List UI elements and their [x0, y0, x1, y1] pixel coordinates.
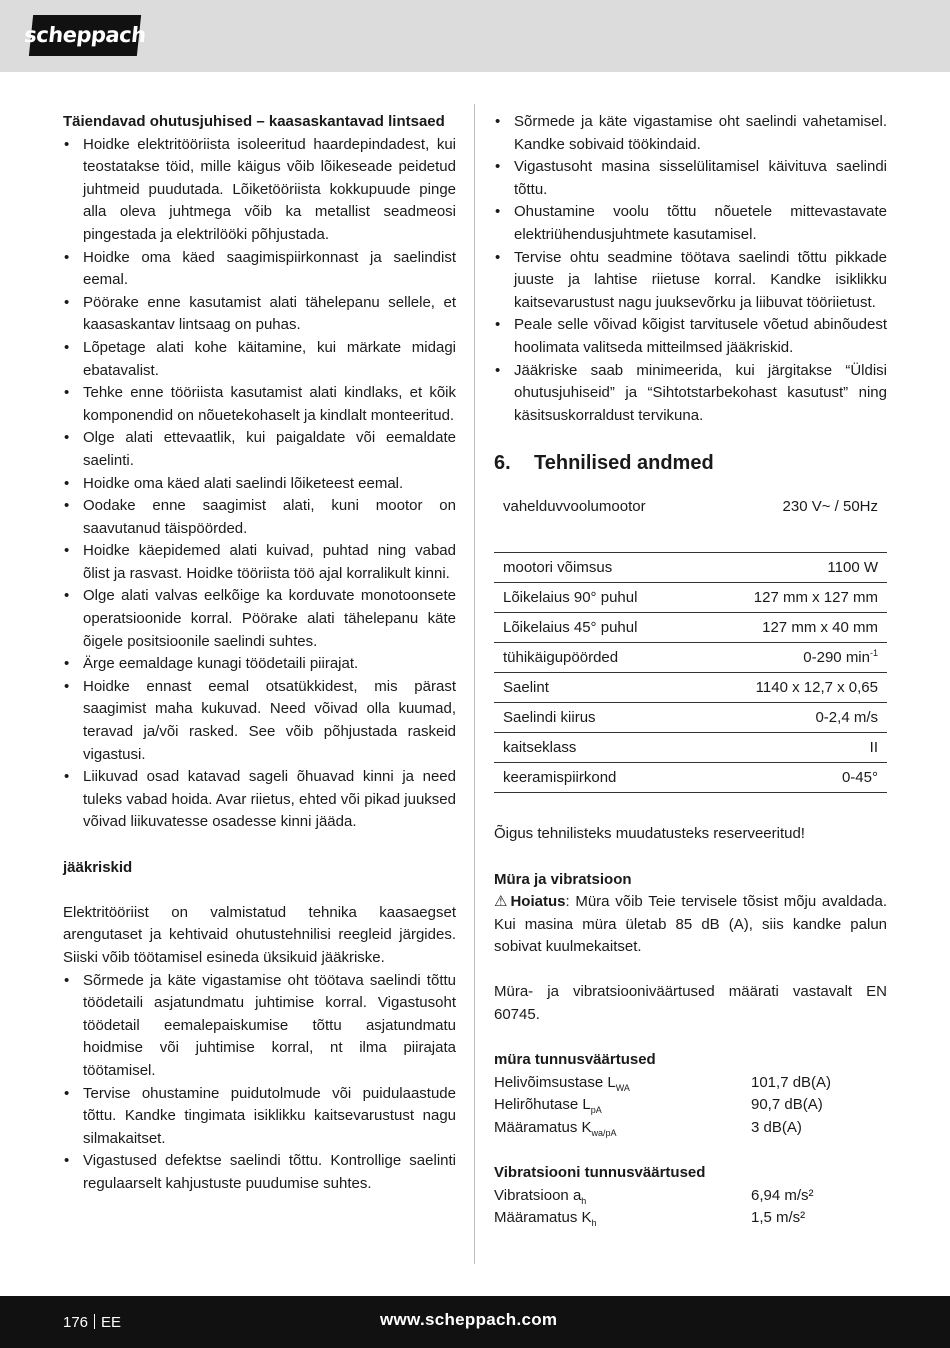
vibration-heading: Vibratsiooni tunnusväärtused [494, 1164, 706, 1182]
technical-data-table [494, 493, 887, 793]
column-divider [474, 104, 475, 1264]
language-code: EE [101, 1314, 122, 1331]
noise-values-heading: müra tunnusväärtused [494, 1051, 656, 1069]
page-number-value: 176 [63, 1314, 89, 1331]
measure-value: 6,94 m/s² [751, 1186, 814, 1204]
list-item: • Oodake enne saagimist alati, kuni mootor on saavutanud täispöörded. [63, 495, 456, 540]
spec-value [702, 673, 887, 703]
warning-text: : Müra võib Teie tervisele tõsist mõju avaldada. Kui masina müra ületab 85 dB (A), siis kandke palun sobivat kuulmekaitset. [494, 893, 887, 956]
spec-row [494, 583, 887, 613]
spec-value-text: 0-290 min [803, 648, 870, 666]
header-band [0, 0, 950, 72]
measure-label-text: Vibratsioon a [494, 1186, 582, 1204]
spec-value-text: 127 mm x 40 mm [762, 618, 878, 636]
spec-label: Lõikelaius 45° puhul [494, 613, 702, 643]
vibration-values-list [494, 1185, 887, 1230]
measure-label-text: Helirõhutase L [494, 1096, 591, 1114]
measure-label-subscript: wa/pA [591, 1128, 617, 1139]
spec-label: Saelindi kiirus [494, 703, 702, 733]
spec-value-text: 0-2,4 m/s [815, 708, 878, 726]
list-item: • Vigastused defektse saelindi tõttu. Kontrollige saelinti regulaarselt kahjustuste puudumise suhtes. [63, 1150, 456, 1195]
spec-value-text: II [869, 738, 878, 756]
spec-value [702, 613, 887, 643]
measure-value: 3 dB(A) [751, 1119, 802, 1137]
spec-value-text: 127 mm x 127 mm [753, 588, 878, 606]
measure-label [494, 1185, 751, 1208]
measure-value: 101,7 dB(A) [751, 1073, 832, 1091]
list-item: • Hoidke käepidemed alati kuivad, puhtad ning vabad õlist ja rasvast. Hoidke tööriista töö ajal korralikult kinni. [63, 540, 456, 585]
measure-label-subscript: h [591, 1218, 597, 1229]
section-title: Tehnilised andmed [534, 452, 714, 475]
list-item: • Hoidke oma käed saagimispiirkonnast ja saelindist eemal. [63, 247, 456, 292]
spec-value-superscript: -1 [869, 647, 878, 658]
page-number [63, 1312, 121, 1335]
spec-label: mootori võimsus [494, 553, 702, 583]
spec-label: Lõikelaius 90° puhul [494, 583, 702, 613]
warning-triangle-icon: ⚠ [494, 893, 508, 911]
spec-value-text: 1100 W [827, 558, 878, 576]
measure-label [494, 1117, 751, 1140]
website-url: www.scheppach.com [380, 1310, 558, 1329]
measurement-standard-text: Müra- ja vibratsiooniväärtused määrati vastavalt EN 60745. [494, 983, 887, 1024]
spec-value [702, 703, 887, 733]
measure-value: 90,7 dB(A) [751, 1096, 823, 1114]
list-item: • Liikuvad osad katavad sageli õhuavad kinni ja need tuleks vabad hoida. Avar riietus, ehted või pikad juuksed võivad liikuvatesse osadesse kinni jääda. [63, 766, 456, 834]
measure-label-subscript: pA [590, 1105, 602, 1116]
measure-label [494, 1094, 751, 1117]
spec-value [702, 733, 887, 763]
list-item: • Hoidke oma käed alati saelindi lõiketeest eemal. [63, 473, 456, 496]
spec-row [494, 673, 887, 703]
right-column [494, 111, 887, 1230]
spec-value [702, 643, 887, 673]
measure-value: 1,5 m/s² [751, 1209, 806, 1227]
spec-row [494, 613, 887, 643]
list-item: • Tehke enne tööriista kasutamist alati kindlaks, et kõik komponendid on nõuetekohaselt ja kindlalt monteeritud. [63, 382, 456, 427]
list-item: • Ärge eemaldage kunagi töödetaili piirajat. [63, 653, 456, 676]
footer-band [0, 1296, 950, 1348]
spec-label: Saelint [494, 673, 702, 703]
spec-label: vahelduvvoolumootor [494, 493, 702, 553]
spec-label: tühikäigupöörded [494, 643, 702, 673]
spec-value-text: 1140 x 12,7 x 0,65 [755, 678, 878, 696]
noise-values-list [494, 1072, 887, 1140]
list-item: • Olge alati ettevaatlik, kui paigaldate või eemaldate saelinti. [63, 427, 456, 472]
section-technical-data-title [494, 449, 887, 477]
list-item: • Lõpetage alati kohe käitamine, kui märkate midagi ebatavalist. [63, 337, 456, 382]
spec-row [494, 733, 887, 763]
measure-label-text: Määramatus K [494, 1119, 592, 1137]
heading-additional-safety: Täiendavad ohutusjuhised – kaasaskantavad lintsaed [63, 113, 445, 130]
spec-label: keeramispiirkond [494, 763, 702, 793]
list-item: • Sõrmede ja käte vigastamise oht töötava saelindi tõttu töödetaili asjatundmatu juhtimise korral. Vigastusoht töödetail eemalepaiskumise tõttu asjatundmatu hoidmise või juhtimise korral, nt ilma piirajata töötamisel. [63, 970, 456, 1083]
spec-label: kaitseklass [494, 733, 702, 763]
list-item: • Vigastusoht masina sisselülitamisel käivituva saelindi tõttu. [494, 156, 887, 201]
warning-label: Hoiatus [510, 893, 566, 911]
residual-risk-bullet-list [63, 970, 456, 1196]
spec-value [702, 553, 887, 583]
list-item: • Hoidke elektritööriista isoleeritud haardepindadest, kui teostatakse töid, mille käigus võib lõikeseade peidetud juhtmeid puudutada. Lõiketööriista kokkupuude pinge alla oleva juhtmega võib ka metallist seadmeosi pingestada ja elektrilööki põhjustada. [63, 134, 456, 247]
spec-value [702, 583, 887, 613]
safety-bullet-list [63, 134, 456, 834]
noise-heading: Müra ja vibratsioon [494, 870, 632, 888]
measure-label-text: Määramatus K [494, 1209, 592, 1227]
list-item: • Sõrmede ja käte vigastamise oht saelindi vahetamisel. Kandke sobivaid töökindaid. [494, 111, 887, 156]
spec-row [494, 763, 887, 793]
list-item: • Jääkriske saab minimeerida, kui järgitakse “Üldisi ohutusjuhiseid” ja “Sihtotstarbekohast kasutust” ning käsitsuskorraldust tervikuna. [494, 360, 887, 428]
spec-value [702, 763, 887, 793]
measure-label [494, 1207, 751, 1230]
list-item: • Tervise ohustamine puidutolmude või puidulaastude tõttu. Kandke tingimata isiklikku kaitsevarustust nagu silmakaitset. [63, 1083, 456, 1151]
list-item: • Olge alati valvas eelkõige ka korduvate monotoonsete operatsioonide korral. Pöörake alati tähelepanu käte õigele positsioonile saelindi suhtes. [63, 585, 456, 653]
heading-residual-risks: jääkriskid [63, 858, 133, 876]
residual-risk-bullet-list-continued [494, 111, 887, 427]
spec-row-motor [494, 493, 887, 553]
spec-value: 230 V~ / 50Hz [702, 493, 887, 553]
noise-warning [494, 891, 887, 959]
list-item: • Hoidke ennast eemal otsatükkidest, mis pärast saagimist maha kukuvad. Need võivad olla kuumad, teravad ja/või rasked. See võib põhjustada raskeid vigastusi. [63, 676, 456, 766]
spec-row [494, 553, 887, 583]
spec-row [494, 643, 887, 673]
left-column [63, 111, 456, 1196]
measure-label-text: Helivõimsustase L [494, 1073, 616, 1091]
section-number: 6. [494, 452, 511, 475]
list-item: • Pöörake enne kasutamist alati tähelepanu sellele, et kaasaskantav lintsaag on puhas. [63, 292, 456, 337]
scheppach-logo: scheppach [29, 15, 141, 56]
measure-label [494, 1072, 751, 1095]
spec-value-text: 0-45° [841, 768, 878, 786]
spec-row [494, 703, 887, 733]
list-item: • Ohustamine voolu tõttu nõuetele mittevastavate elektriühendusjuhtmete kasutamisel. [494, 201, 887, 246]
measure-label-subscript: h [581, 1195, 587, 1206]
reserve-note: Õigus tehnilisteks muudatusteks reserveeritud! [494, 825, 805, 843]
list-item: • Peale selle võivad kõigist tarvitusele võetud abinõudest hoolimata valitseda mitteilmsed jääkriskid. [494, 314, 887, 359]
residual-risks-intro: Elektritööriist on valmistatud tehnika kaasaegset arengutaset ja kehtivaid ohutustehnilisi reegleid järgides. Siiski võib töötamisel esineda üksikuid jääkriske. [63, 903, 456, 966]
list-item: • Tervise ohtu seadmine töötava saelindi tõttu pikkade juuste ja lahtise riietuse korral. Kandke isiklikku kaitsevarustust nagu juuksevõrku ja liibuvat tööriietust. [494, 247, 887, 315]
measure-label-subscript: WA [615, 1082, 630, 1093]
